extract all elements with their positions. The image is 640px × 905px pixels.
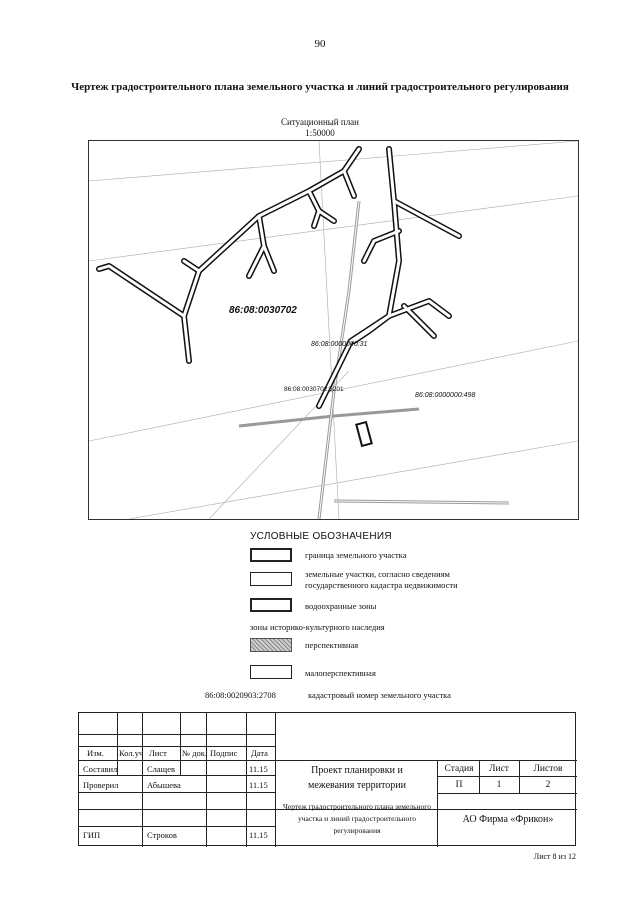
legend-symbol-heritage-low	[250, 665, 292, 679]
stamp-header-doc: № док.	[182, 748, 208, 758]
stamp-company: АО Фирма «Фрикон»	[462, 814, 554, 825]
stamp-name-compiled: Слащев	[147, 764, 176, 774]
legend-symbol-heritage-perspective	[250, 638, 292, 652]
stamp-project-title: Проект планировки и межевания территории	[308, 765, 406, 791]
legend-item-cadastre-parcels: земельные участки, согласно сведениям государственного кадастра недвижимости	[305, 569, 458, 590]
stamp-sheet-header: Лист	[489, 764, 509, 774]
page-number: 90	[314, 38, 326, 50]
stamp-date-compiled: 11.15	[249, 764, 268, 774]
stamp-role-compiled: Составил	[83, 764, 118, 774]
stamp-stage-header: Стадия	[444, 764, 474, 774]
situation-map	[88, 140, 579, 520]
map-label-parcel-b: 86:08:0030702:5201	[284, 386, 344, 393]
page-title: Чертеж градостроительного плана земельного участка и линий градостроительного регулирования	[71, 81, 569, 93]
stamp-date-checked: 11.15	[249, 780, 268, 790]
stamp-header-signature: Подпис	[210, 748, 238, 758]
stamp-sheets-header: Листов	[533, 764, 563, 774]
map-scale: 1:50000	[305, 128, 335, 138]
stamp-header-sheet: Лист	[149, 748, 167, 758]
legend-item-heritage-perspective: перспективная	[305, 640, 359, 650]
legend-cadastre-example: 86:08:0020903:2708	[205, 690, 276, 700]
legend-symbol-cadastre-parcels	[250, 572, 292, 586]
stamp-drawing-name: Чертеж градостроительного плана земельного участка и линий градостроительного регулирования	[283, 802, 431, 835]
stamp-stage-value: П	[455, 780, 463, 790]
map-caption	[0, 117, 640, 139]
legend-item-parcel-boundary: граница земельного участка	[305, 550, 407, 560]
sheet-footer: Лист 8 из 12	[533, 852, 576, 861]
legend-item-water-zones: водоохранные зоны	[305, 601, 377, 611]
stamp-header-change: Изм.	[87, 748, 104, 758]
map-label-parcel-c: 86:08:0000000:498	[415, 392, 476, 399]
stamp-date-chief: 11.15	[249, 830, 268, 840]
title-block	[78, 712, 576, 846]
map-label-main-parcel: 86:08:0030702	[229, 305, 297, 316]
stamp-header-date: Дата	[251, 748, 268, 758]
stamp-header-count: Кол.уч	[119, 748, 144, 758]
legend-heritage-header: зоны историко-культурного наследия	[250, 622, 385, 632]
stamp-name-checked: Абышева	[147, 780, 181, 790]
stamp-name-chief: Строков	[147, 830, 177, 840]
legend-symbol-parcel-boundary	[250, 548, 292, 562]
legend-title: УСЛОВНЫЕ ОБОЗНАЧЕНИЯ	[250, 531, 392, 542]
map-label-parcel-a: 86:08:0000000:31	[311, 341, 368, 348]
stamp-sheets-value: 2	[545, 780, 551, 790]
map-drawing	[89, 141, 578, 519]
legend-symbol-water-zones	[250, 598, 292, 612]
stamp-sheet-value: 1	[496, 780, 502, 790]
stamp-role-chief: ГИП	[83, 830, 101, 840]
stamp-role-checked: Проверил	[83, 780, 119, 790]
legend-item-heritage-low: малоперспективная	[305, 668, 376, 678]
legend-cadastre-desc: кадастровый номер земельного участка	[308, 690, 451, 700]
map-subtitle: Ситуационный план	[280, 117, 359, 127]
